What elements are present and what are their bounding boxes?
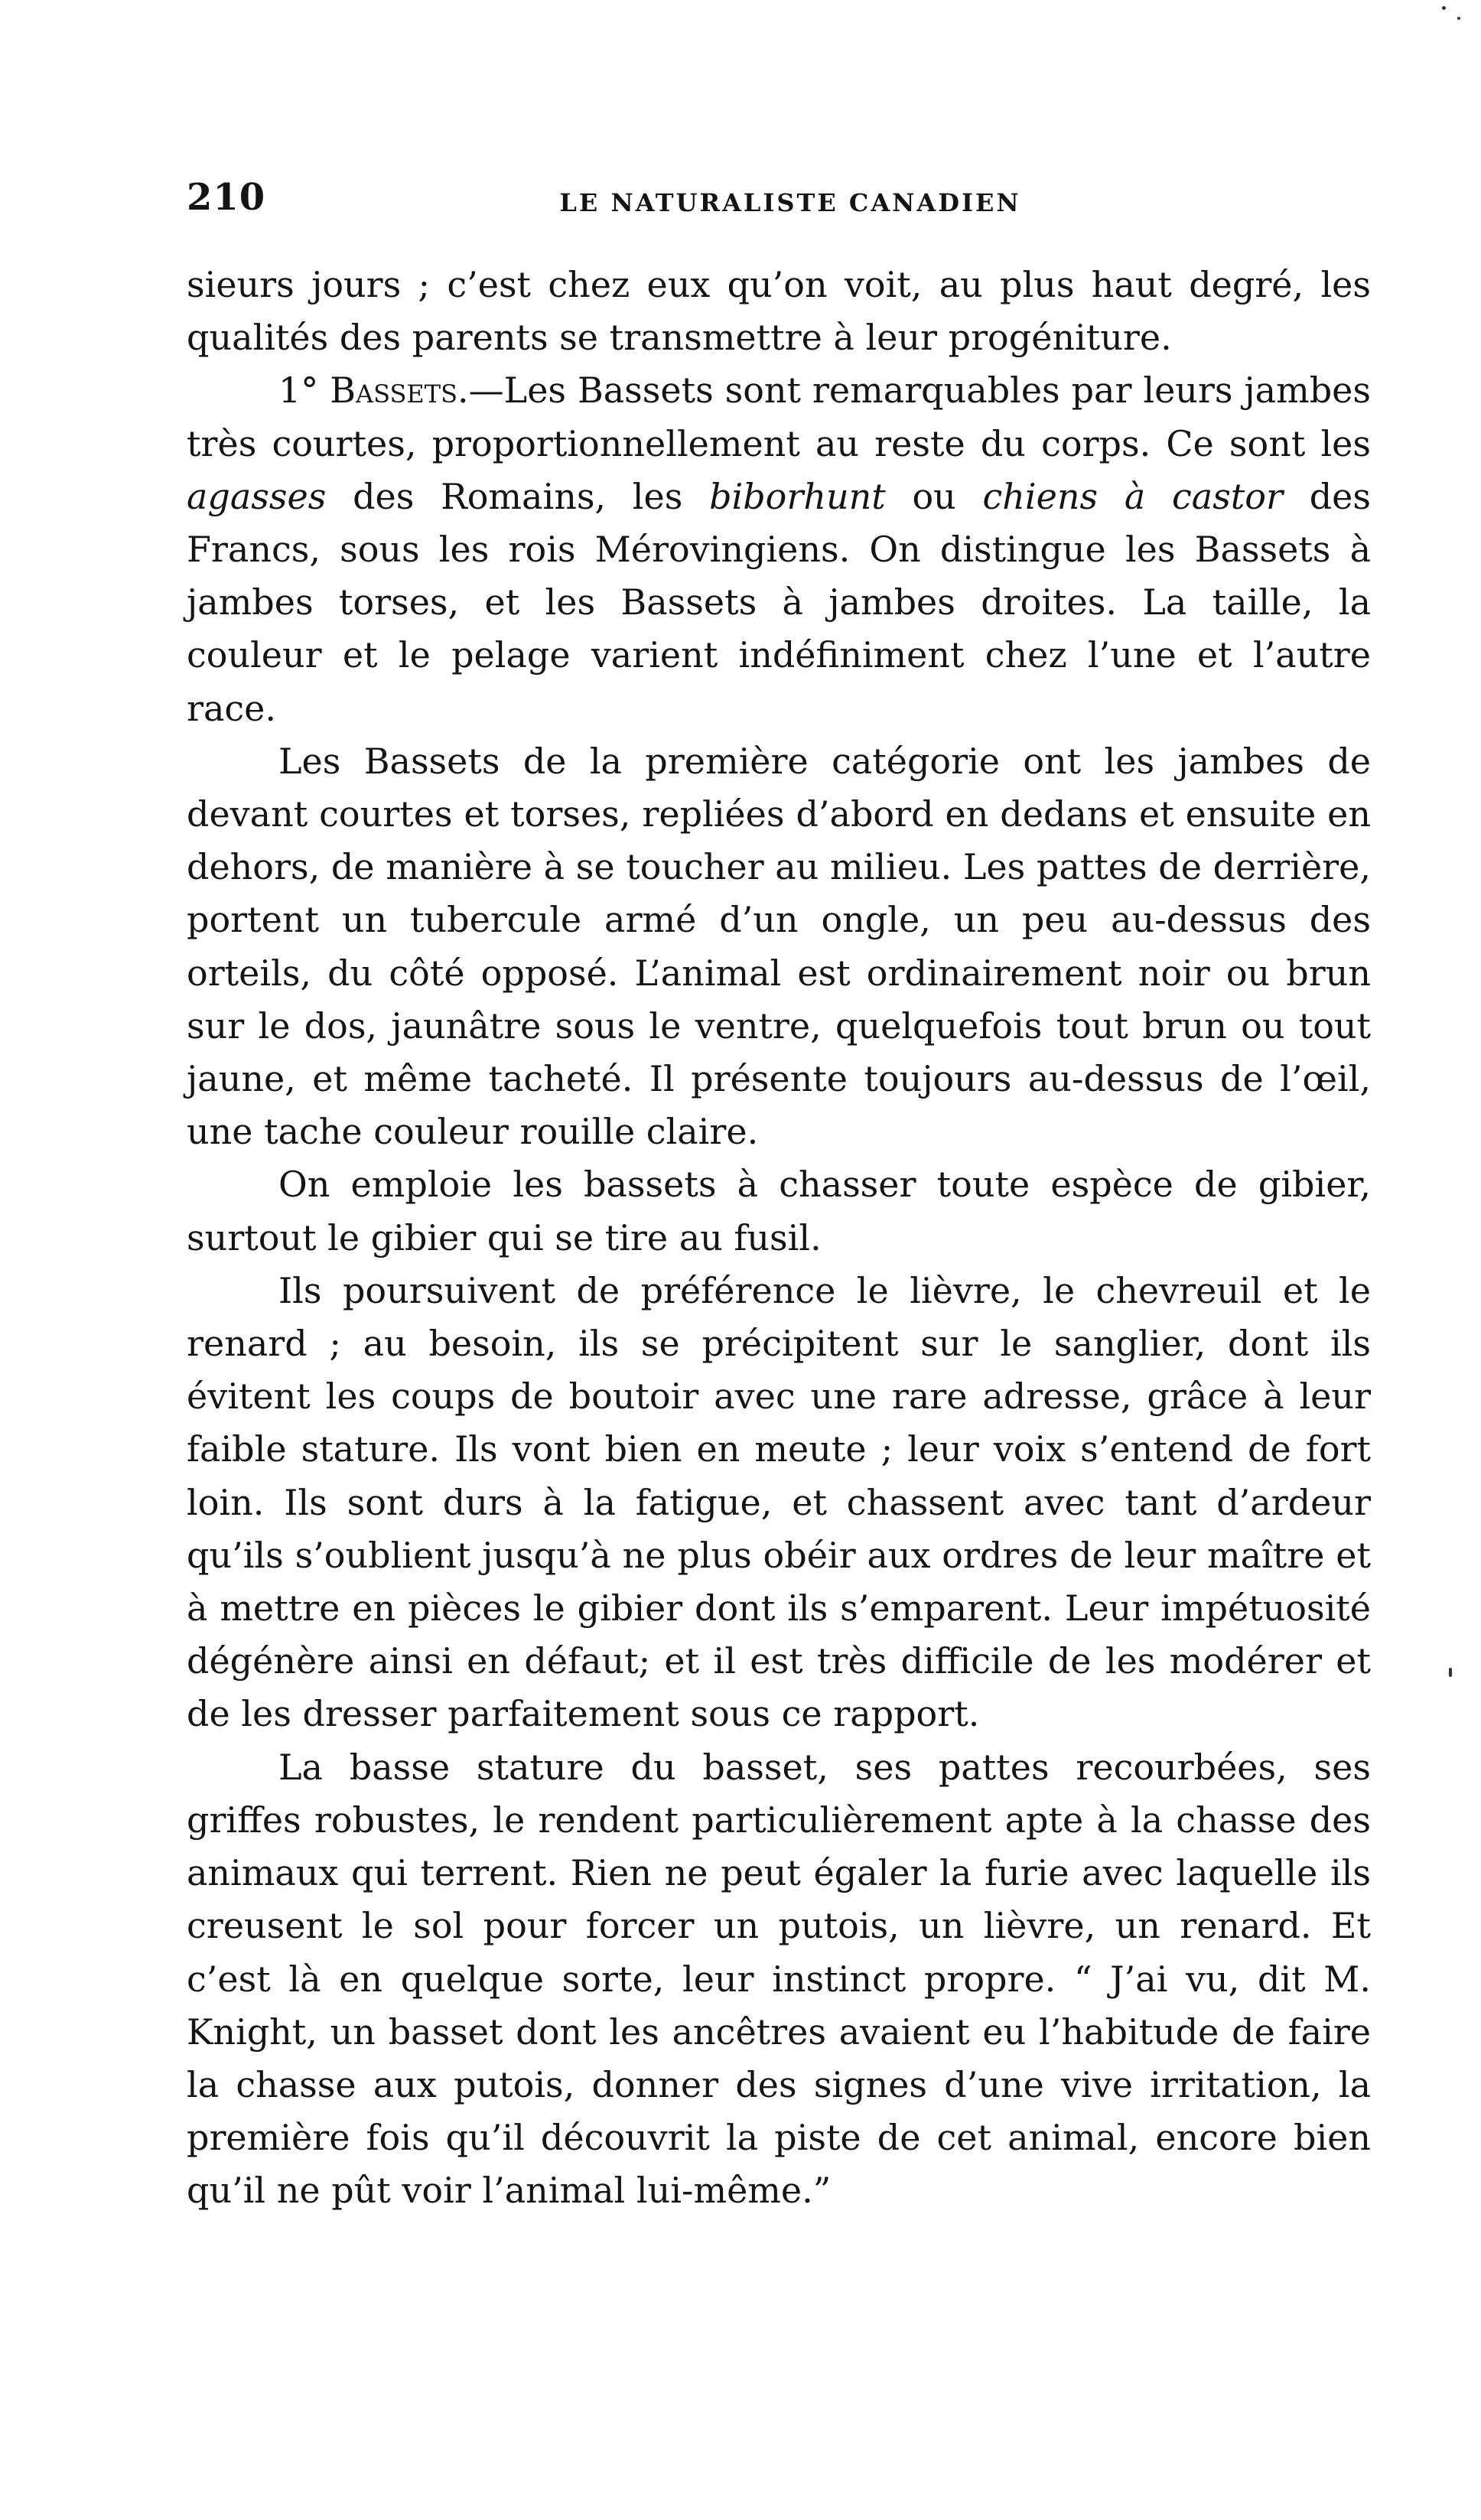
section-number: 1° — [278, 370, 319, 412]
paragraph: La basse stature du basset, ses pattes recourbées, ses griffes robustes, le rendent particulièrement apte à la chasse des animaux qui terrent. Rien ne peut égaler la furie avec laquelle ils creusent le sol pour forcer un putois, un lièvre, un renard. Et c’est là en quelque sorte, leur instinct propre. “ J’ai vu, dit M. Knight, un basset dont les ancêtres avaient eu l’habitude de faire la chasse aux putois, donner des signes d’une vive irritation, la première fois qu’il découvrit la piste de cet animal, encore bien qu’il ne pût voir l’animal lui-même.” — [187, 1746, 1371, 2212]
italic-term: agasses — [187, 475, 327, 517]
running-title: LE NATURALISTE CANADIEN — [559, 188, 1021, 217]
scan-speck — [1457, 17, 1460, 20]
paragraph: Les Bassets de la première catégorie ont les jambes de devant courtes et torses, repliées d’abord en dedans et ensuite en dehors, de manière à se toucher au milieu. Les pattes de derrière, portent un tubercule armé d’un ongle, un peu au-dessus des orteils, du côté opposé. L’animal est ordinairement noir ou brun sur le dos, jaunâtre sous le ventre, quelquefois tout brun ou tout jaune, et même tacheté. Il présente toujours au-dessus de l’œil, une tache couleur rouille claire. — [187, 740, 1371, 1153]
paragraph-bassets: 1° Bassets.—Les Bassets sont remarquables par leurs jambes très courtes, proportionnellement au reste du corps. Ce sont les agasses des Romains, les biborhunt ou chiens à castor des Francs, sous les rois Mérovingiens. On distingue les Bassets à jambes torses, et les Bassets à jambes droites. La taille, la couleur et le pelage varient indéfiniment chez l’une et l’autre race. — [187, 370, 1372, 729]
paragraph-text: des Francs, sous les rois Mérovingiens. On distingue les Bassets à jambes torses, et les Bassets à jambes droites. La taille, la couleur et le pelage varient indéfiniment chez l’une et l’autre race. — [187, 475, 1372, 729]
paragraph: On emploie les bassets à chasser toute espèce de gibier, surtout le gibier qui se tire au fusil. — [187, 1164, 1371, 1258]
paragraph-continued: sieurs jours ; c’est chez eux qu’on voit, au plus haut degré, les qualités des parents se transmettre à leur progéniture. — [187, 264, 1371, 359]
page-body — [187, 259, 1371, 2218]
paragraph-text: —Les Bassets sont remarquables par leurs jambes très courtes, proportionnellement au reste du corps. Ce sont les — [187, 370, 1372, 464]
paragraph: Ils poursuivent de préférence le lièvre, le chevreuil et le renard ; au besoin, ils se précipitent sur le sanglier, dont ils évitent les coups de boutoir avec une rare adresse, grâce à leur faible stature. Ils vont bien en meute ; leur voix s’entend de fort loin. Ils sont durs à la fatigue, et chassent avec tant d’ardeur qu’ils s’oublient jusqu’à ne plus obéir aux ordres de leur maître et à mettre en pièces le gibier dont ils s’emparent. Leur impétuosité dégénère ainsi en défaut; et il est très difficile de les modérer et de les dresser parfaitement sous ce rapport. — [187, 1269, 1371, 1735]
scan-speck — [1449, 1668, 1452, 1677]
page-header — [187, 168, 1371, 230]
paragraph-text: des Romains, les — [326, 475, 710, 517]
scan-speck — [1442, 6, 1446, 10]
section-heading: Bassets — [330, 370, 458, 412]
book-page — [187, 168, 1371, 2218]
italic-term: chiens à castor — [982, 475, 1283, 517]
paragraph-text: ou — [885, 475, 983, 517]
page-number: 210 — [187, 176, 266, 219]
italic-term: biborhunt — [709, 475, 886, 517]
